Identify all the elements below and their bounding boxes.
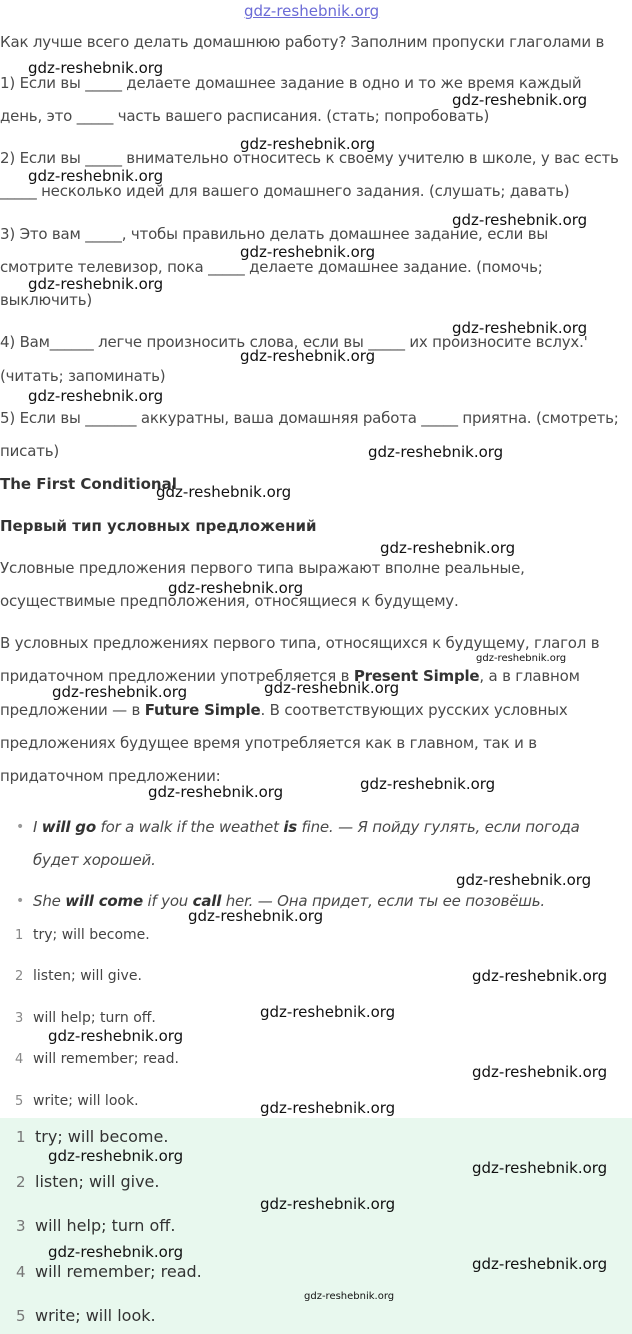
watermark: gdz-reshebnik.org bbox=[260, 1195, 396, 1213]
watermark: gdz-reshebnik.org bbox=[28, 59, 164, 77]
watermark: gdz-reshebnik.org bbox=[52, 683, 188, 701]
answer-number: 5 bbox=[15, 1094, 24, 1109]
bold-term: will go bbox=[41, 818, 96, 836]
text-span: предложении — в bbox=[0, 701, 145, 719]
answer-text: listen; will give. bbox=[33, 968, 142, 984]
answer-text: will help; turn off. bbox=[33, 1010, 156, 1026]
text-span: her. — Она придет, если ты ее позовёшь. bbox=[221, 892, 545, 910]
section-title: The First Conditional bbox=[0, 475, 177, 493]
text-span: for a walk if the weathet bbox=[95, 818, 284, 836]
text-span: if you bbox=[142, 892, 193, 910]
answer-text: write; will look. bbox=[35, 1306, 156, 1325]
watermark: gdz-reshebnik.org bbox=[472, 967, 608, 985]
answer-text: will remember; read. bbox=[35, 1262, 202, 1281]
bullet-dot: • bbox=[16, 893, 25, 909]
text-span: , а в главном bbox=[479, 667, 580, 685]
exercise-line: (читать; запоминать) bbox=[0, 367, 166, 385]
exercise-line: писать) bbox=[0, 442, 60, 460]
answer-text: listen; will give. bbox=[35, 1172, 160, 1191]
text-span: She bbox=[33, 892, 66, 910]
exercise-line: 4) Вам______ легче произносить слова, если вы _____ их произносите вслух.' bbox=[0, 333, 588, 351]
paragraph-line: предложениях будущее время употребляется как в главном, так и в bbox=[0, 734, 537, 752]
bold-term: is bbox=[283, 818, 297, 836]
answer-number: 5 bbox=[16, 1307, 26, 1325]
answer-number: 4 bbox=[15, 1052, 24, 1067]
watermark: gdz-reshebnik.org bbox=[456, 871, 592, 889]
watermark: gdz-reshebnik.org bbox=[264, 679, 400, 697]
watermark: gdz-reshebnik.org bbox=[452, 211, 588, 229]
paragraph-line: Условные предложения первого типа выражают вполне реальные, bbox=[0, 559, 525, 577]
exercise-line: смотрите телевизор, пока _____ делаете домашнее задание. (помочь; bbox=[0, 258, 543, 276]
watermark: gdz-reshebnik.org bbox=[48, 1243, 184, 1261]
answer-text: write; will look. bbox=[33, 1093, 139, 1109]
watermark: gdz-reshebnik.org bbox=[28, 275, 164, 293]
watermark: gdz-reshebnik.org bbox=[28, 167, 164, 185]
watermark: gdz-reshebnik.org bbox=[188, 907, 324, 925]
text-span: fine. — Я пойду гулять, если погода bbox=[296, 818, 580, 836]
example-line: будет хорошей. bbox=[33, 851, 156, 869]
bullet-dot: • bbox=[16, 819, 25, 835]
bold-term: call bbox=[192, 892, 222, 910]
bold-term: Future Simple bbox=[144, 701, 261, 719]
exercise-line: выключить) bbox=[0, 291, 92, 309]
exercise-line: 3) Это вам _____, чтобы правильно делать домашнее задание, если вы bbox=[0, 225, 549, 243]
watermark: gdz-reshebnik.org bbox=[240, 347, 376, 365]
watermark: gdz-reshebnik.org bbox=[260, 1003, 396, 1021]
intro-text: Как лучше всего делать домашнюю работу? Заполним пропуски глаголами в bbox=[0, 33, 605, 51]
top-watermark-link[interactable]: gdz-reshebnik.org bbox=[244, 2, 380, 20]
example-line bbox=[33, 818, 580, 836]
watermark: gdz-reshebnik.org bbox=[48, 1027, 184, 1045]
watermark: gdz-reshebnik.org bbox=[240, 135, 376, 153]
watermark: gdz-reshebnik.org bbox=[168, 579, 304, 597]
paragraph-line: осуществимые предположения, относящиеся к будущему. bbox=[0, 592, 459, 610]
answer-text: try; will become. bbox=[35, 1127, 169, 1146]
exercise-line: 5) Если вы _______ аккуратны, ваша домашняя работа _____ приятна. (смотреть; bbox=[0, 409, 619, 427]
watermark: gdz-reshebnik.org bbox=[452, 319, 588, 337]
answer-number: 3 bbox=[16, 1217, 26, 1235]
watermark: gdz-reshebnik.org bbox=[472, 1159, 608, 1177]
watermark: gdz-reshebnik.org bbox=[156, 483, 292, 501]
paragraph-line: придаточном предложении: bbox=[0, 767, 221, 785]
bold-term: Present Simple bbox=[353, 667, 480, 685]
exercise-line: 2) Если вы _____ внимательно относитесь к своему учителю в школе, у вас есть bbox=[0, 149, 619, 167]
watermark: gdz-reshebnik.org bbox=[476, 653, 567, 664]
text-span: . В соответствующих русских условных bbox=[260, 701, 568, 719]
watermark: gdz-reshebnik.org bbox=[28, 387, 164, 405]
text-span: I bbox=[33, 818, 42, 836]
exercise-line: _____ несколько идей для вашего домашнего задания. (слушать; давать) bbox=[0, 182, 570, 200]
paragraph-line: В условных предложениях первого типа, относящихся к будущему, глагол в bbox=[0, 634, 600, 652]
text-span: придаточном предложении употребляется в bbox=[0, 667, 354, 685]
watermark: gdz-reshebnik.org bbox=[148, 783, 284, 801]
watermark: gdz-reshebnik.org bbox=[48, 1147, 184, 1165]
watermark: gdz-reshebnik.org bbox=[304, 1291, 395, 1302]
answer-number: 4 bbox=[16, 1263, 26, 1281]
answer-number: 3 bbox=[15, 1011, 24, 1026]
watermark: gdz-reshebnik.org bbox=[360, 775, 496, 793]
section-subtitle: Первый тип условных предложений bbox=[0, 517, 317, 535]
watermark: gdz-reshebnik.org bbox=[260, 1099, 396, 1117]
answer-number: 2 bbox=[15, 969, 24, 984]
exercise-line: 1) Если вы _____ делаете домашнее задание в одно и то же время каждый bbox=[0, 74, 582, 92]
answer-text: will remember; read. bbox=[33, 1051, 179, 1067]
answer-text: try; will become. bbox=[33, 927, 150, 943]
exercise-line: день, это _____ часть вашего расписания. (стать; попробовать) bbox=[0, 107, 490, 125]
watermark: gdz-reshebnik.org bbox=[380, 539, 516, 557]
watermark: gdz-reshebnik.org bbox=[472, 1063, 608, 1081]
answer-number: 1 bbox=[16, 1128, 26, 1146]
answer-number: 1 bbox=[15, 928, 24, 943]
answer-text: will help; turn off. bbox=[35, 1216, 176, 1235]
paragraph-line bbox=[0, 701, 568, 719]
answer-number: 2 bbox=[16, 1173, 26, 1191]
watermark: gdz-reshebnik.org bbox=[452, 91, 588, 109]
watermark: gdz-reshebnik.org bbox=[240, 243, 376, 261]
watermark: gdz-reshebnik.org bbox=[368, 443, 504, 461]
watermark: gdz-reshebnik.org bbox=[472, 1255, 608, 1273]
bold-term: will come bbox=[65, 892, 143, 910]
